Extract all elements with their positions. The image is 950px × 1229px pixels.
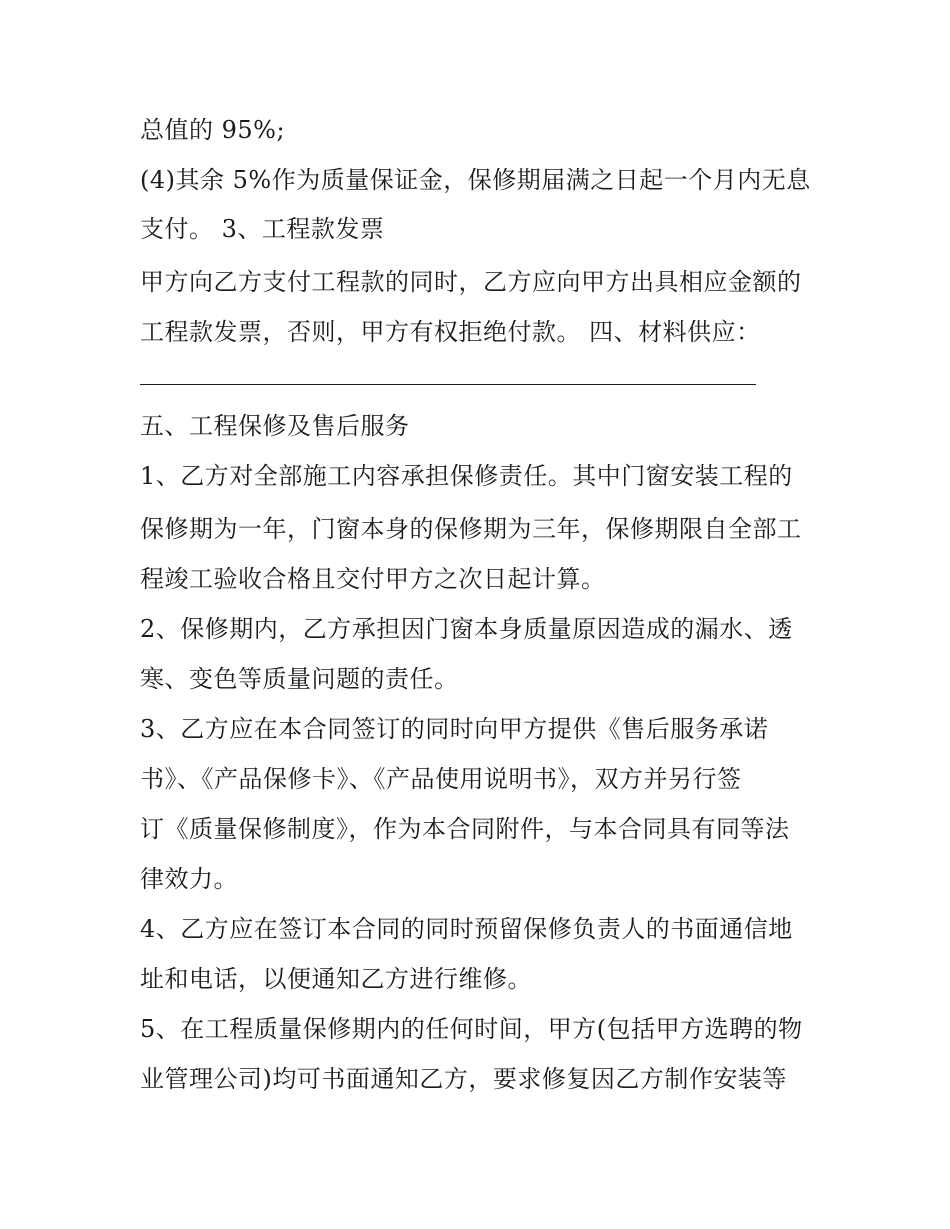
text-line-clause-3a: 3、乙方应在本合同签订的同时向甲方提供《售后服务承诺: [140, 715, 769, 743]
text-line-invoice-heading: 支付。 3、工程款发票: [140, 215, 385, 243]
text-line-clause-1a: 1、乙方对全部施工内容承担保修责任。其中门窗安装工程的: [140, 462, 793, 490]
text-line-clause-3d: 律效力。: [140, 865, 238, 893]
text-line-clause-4a: 4、乙方应在签订本合同的同时预留保修负责人的书面通信地: [140, 915, 793, 943]
text-line-clause-1c: 程竣工验收合格且交付甲方之次日起计算。: [140, 565, 606, 593]
text-line-payment-total: 总值的 95%;: [140, 116, 286, 144]
text-line-clause-4b: 址和电话，以便通知乙方进行维修。: [140, 965, 532, 993]
text-line-clause-5b: 业管理公司)均可书面通知乙方，要求修复因乙方制作安装等: [140, 1065, 787, 1093]
text-line-clause-3c: 订《质量保修制度》，作为本合同附件，与本合同具有同等法: [140, 815, 790, 843]
section-heading-warranty: 五、工程保修及售后服务: [140, 412, 410, 440]
text-line-invoice-1: 甲方向乙方支付工程款的同时，乙方应向甲方出具相应金额的: [140, 268, 802, 296]
text-line-invoice-2: 工程款发票，否则，甲方有权拒绝付款。 四、材料供应：: [140, 318, 761, 346]
text-line-clause-5a: 5、在工程质量保修期内的任何时间，甲方(包括甲方选聘的物: [140, 1015, 803, 1043]
text-line-clause-3b: 书》、《产品保修卡》、《产品使用说明书》，双方并另行签: [140, 765, 742, 793]
material-supply-blank-line: [140, 384, 756, 385]
text-line-clause-2a: 2、保修期内，乙方承担因门窗本身质量原因造成的漏水、透: [140, 615, 793, 643]
text-line-clause-2b: 寒、变色等质量问题的责任。: [140, 665, 459, 693]
text-line-quality-deposit: (4)其余 5%作为质量保证金，保修期届满之日起一个月内无息: [140, 166, 811, 194]
text-line-clause-1b: 保修期为一年，门窗本身的保修期为三年，保修期限自全部工: [140, 515, 802, 543]
